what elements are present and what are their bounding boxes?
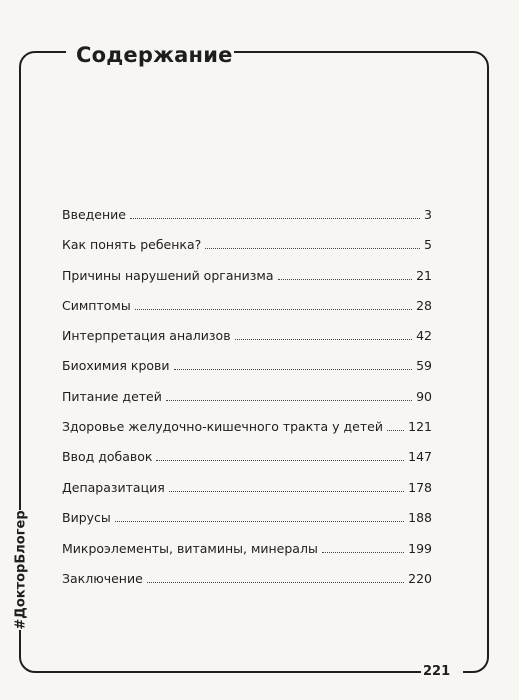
toc-entry-page: 59: [416, 358, 432, 373]
toc-entry-page: 121: [408, 419, 432, 434]
toc-entry-page: 220: [408, 571, 432, 586]
side-label: #ДокторБлогер: [13, 510, 29, 630]
toc-entry-title: Депаразитация: [62, 480, 165, 495]
toc-entry-title: Как понять ребенка?: [62, 237, 202, 252]
toc-entry: [62, 476, 432, 496]
toc-leader-dots: [166, 400, 412, 401]
toc-entry-page: 5: [424, 237, 432, 252]
toc-leader-dots: [387, 430, 404, 431]
toc-entry-title: Введение: [62, 207, 126, 222]
toc-entry-title: Микроэлементы, витамины, минералы: [62, 541, 318, 556]
toc-entry-title: Здоровье желудочно-кишечного тракта у детей: [62, 419, 383, 434]
toc-entry-page: 90: [416, 389, 432, 404]
toc-leader-dots: [174, 369, 413, 370]
toc-entry: [62, 324, 432, 344]
toc-leader-dots: [235, 339, 413, 340]
toc-entry-page: 178: [408, 480, 432, 495]
toc-entry: [62, 567, 432, 587]
toc-entry-title: Заключение: [62, 571, 143, 586]
toc-entry: [62, 506, 432, 526]
toc-entry: [62, 415, 432, 435]
toc-entry: [62, 203, 432, 223]
toc-entry-page: 3: [424, 207, 432, 222]
toc-leader-dots: [156, 460, 404, 461]
toc-entry-page: 147: [408, 449, 432, 464]
toc-entry: [62, 264, 432, 284]
toc-leader-dots: [135, 309, 412, 310]
toc-entry-title: Питание детей: [62, 389, 162, 404]
toc-leader-dots: [147, 582, 404, 583]
toc-entry: [62, 385, 432, 405]
toc-leader-dots: [205, 248, 420, 249]
toc-entry-title: Причины нарушений организма: [62, 268, 274, 283]
toc-entry-page: 21: [416, 268, 432, 283]
toc-entry-title: Симптомы: [62, 298, 131, 313]
toc-entry: [62, 537, 432, 557]
toc-leader-dots: [115, 521, 404, 522]
toc-entry-title: Биохимия крови: [62, 358, 170, 373]
toc-leader-dots: [322, 552, 404, 553]
toc-entry-title: Вирусы: [62, 510, 111, 525]
toc-entry-page: 188: [408, 510, 432, 525]
page-number: 221: [423, 664, 451, 679]
toc-entry-title: Ввод добавок: [62, 449, 153, 464]
toc-entry: [62, 294, 432, 314]
toc-entry-page: 42: [416, 328, 432, 343]
toc-leader-dots: [130, 218, 420, 219]
page-title: Содержание: [76, 43, 233, 67]
toc-entry: [62, 354, 432, 374]
toc-entry-page: 199: [408, 541, 432, 556]
toc-leader-dots: [169, 491, 404, 492]
toc-leader-dots: [278, 279, 413, 280]
toc-entry: [62, 445, 432, 465]
toc-entry-title: Интерпретация анализов: [62, 328, 231, 343]
toc-entry-page: 28: [416, 298, 432, 313]
toc-entry: [62, 233, 432, 253]
